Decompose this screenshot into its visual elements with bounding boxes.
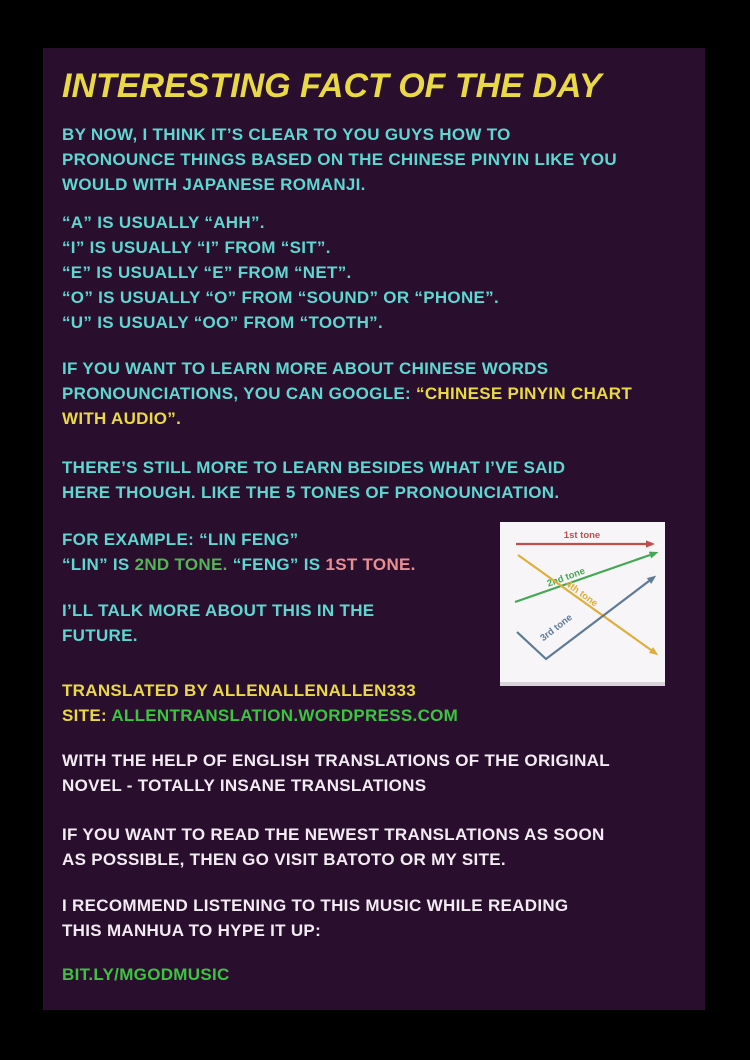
text-line: AS POSSIBLE, THEN GO VISIT BATOTO OR MY SITE.	[62, 850, 506, 869]
site-credit	[62, 703, 687, 728]
vowel-line: “O” IS USUALLY “O” FROM “SOUND” OR “PHONE”.	[62, 288, 499, 307]
translator-credit: TRANSLATED BY ALLENALLENALLEN333	[62, 681, 417, 700]
search-query-highlight: “CHINESE PINYIN CHART	[416, 384, 633, 403]
music-paragraph	[62, 893, 687, 943]
help-paragraph	[62, 748, 687, 798]
music-url-link: BIT.LY/MGODMUSIC	[62, 965, 230, 984]
vowel-line: “I” IS USUALLY “I” FROM “SIT”.	[62, 238, 331, 257]
vowel-line: “U” IS USUALY “OO” FROM “TOOTH”.	[62, 313, 383, 332]
text-line: WITH THE HELP OF ENGLISH TRANSLATIONS OF THE ORIGINAL	[62, 751, 610, 770]
text-line	[62, 381, 687, 406]
vowel-line: “A” IS USUALLY “AHH”.	[62, 213, 265, 232]
text-line: PRONOUNCE THINGS BASED ON THE CHINESE PINYIN LIKE YOU	[62, 150, 617, 169]
tone-arrow-label: 1st tone	[563, 530, 601, 541]
text-line: WOULD WITH JAPANESE ROMANJI.	[62, 175, 366, 194]
note-panel	[43, 48, 705, 1010]
text-segment: “LIN” IS	[62, 555, 135, 574]
text-line: BY NOW, I THINK IT’S CLEAR TO YOU GUYS HOW TO	[62, 125, 511, 144]
text-line: I’LL TALK MORE ABOUT THIS IN THE	[62, 601, 375, 620]
text-line: I RECOMMEND LISTENING TO THIS MUSIC WHILE READING	[62, 896, 569, 915]
text-line: IF YOU WANT TO READ THE NEWEST TRANSLATIONS AS SOON	[62, 825, 605, 844]
tones-paragraph	[62, 455, 687, 505]
text-line: FOR EXAMPLE: “LIN FENG”	[62, 530, 299, 549]
tone-chart-svg	[500, 522, 665, 682]
text-line: HERE THOUGH. LIKE THE 5 TONES OF PRONOUNCIATION.	[62, 483, 560, 502]
tone-chart-image	[500, 522, 665, 686]
tone-arrowhead	[646, 540, 655, 547]
text-line: THERE’S STILL MORE TO LEARN BESIDES WHAT I’VE SAID	[62, 458, 566, 477]
intro-paragraph	[62, 122, 687, 197]
tone-arrow-label: 3rd tone	[538, 612, 575, 644]
site-label: SITE:	[62, 706, 112, 725]
second-tone-highlight: 2ND TONE.	[134, 555, 228, 574]
page-title: INTERESTING FACT OF THE DAY	[62, 67, 602, 105]
vowel-line: “E” IS USUALLY “E” FROM “NET”.	[62, 263, 352, 282]
visit-paragraph	[62, 822, 687, 872]
text-line: NOVEL - TOTALLY INSANE TRANSLATIONS	[62, 776, 427, 795]
first-tone-highlight: 1ST TONE.	[325, 555, 416, 574]
text-line: IF YOU WANT TO LEARN MORE ABOUT CHINESE WORDS	[62, 359, 549, 378]
text-line: FUTURE.	[62, 626, 138, 645]
tone-arrow-label: 2nd tone	[545, 565, 587, 590]
text-line: THIS MANHUA TO HYPE IT UP:	[62, 921, 322, 940]
text-segment: “FENG” IS	[227, 555, 326, 574]
search-query-highlight: WITH AUDIO”.	[62, 409, 182, 428]
music-link-block	[62, 962, 687, 987]
text-segment: PRONOUNCIATIONS, YOU CAN GOOGLE:	[62, 384, 417, 403]
vowel-guide-list	[62, 210, 687, 335]
google-tip-paragraph	[62, 356, 687, 431]
tone-arrowhead	[649, 552, 659, 559]
site-url-link: ALLENTRANSLATION.WORDPRESS.COM	[111, 706, 459, 725]
tone-arrow-label: 4th tone	[563, 578, 600, 610]
